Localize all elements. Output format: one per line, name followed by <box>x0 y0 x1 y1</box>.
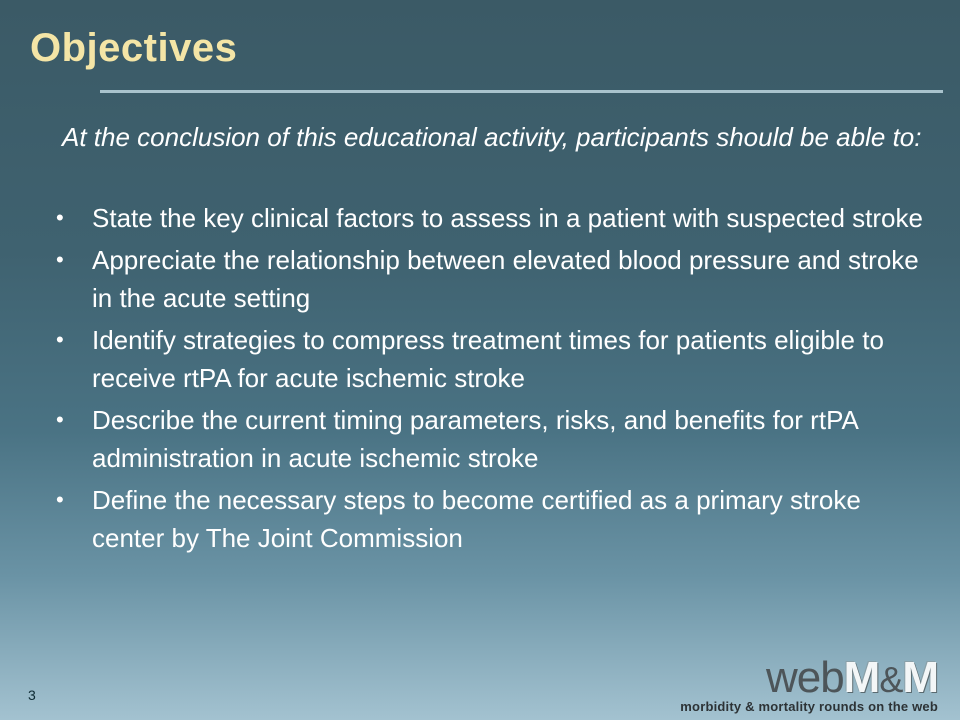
bullet-icon: • <box>56 407 64 432</box>
objective-text: Appreciate the relationship between elevated blood pressure and stroke in the acute setting <box>92 245 919 313</box>
logo-tagline: morbidity & mortality rounds on the web <box>680 699 938 714</box>
title-divider <box>100 90 943 93</box>
logo-m-first: M <box>843 653 880 702</box>
logo-wordmark <box>766 655 938 703</box>
bullet-icon: • <box>56 487 64 512</box>
objectives-list <box>56 199 936 561</box>
objective-item <box>56 199 936 237</box>
bullet-icon: • <box>56 327 64 352</box>
logo-web-text: web <box>765 653 844 702</box>
logo-ampersand: & <box>879 659 903 700</box>
intro-text: At the conclusion of this educational activity, participants should be able to: <box>62 122 922 152</box>
objective-item <box>56 241 936 317</box>
objective-text: Define the necessary steps to become certified as a primary stroke center by The Joint Commission <box>92 485 861 553</box>
objective-item <box>56 321 936 397</box>
slide-title: Objectives <box>30 26 238 70</box>
bullet-icon: • <box>56 205 64 230</box>
objective-text: Identify strategies to compress treatment times for patients eligible to receive rtPA for acute ischemic stroke <box>92 325 884 393</box>
objective-item <box>56 401 936 477</box>
objective-text: State the key clinical factors to assess in a patient with suspected stroke <box>92 203 923 233</box>
objective-text: Describe the current timing parameters, risks, and benefits for rtPA administration in acute ischemic stroke <box>92 405 858 473</box>
logo-m-second: M <box>902 653 938 702</box>
webmm-logo <box>620 655 950 717</box>
bullet-icon: • <box>56 247 64 272</box>
objective-item <box>56 481 936 557</box>
page-number: 3 <box>28 687 36 703</box>
